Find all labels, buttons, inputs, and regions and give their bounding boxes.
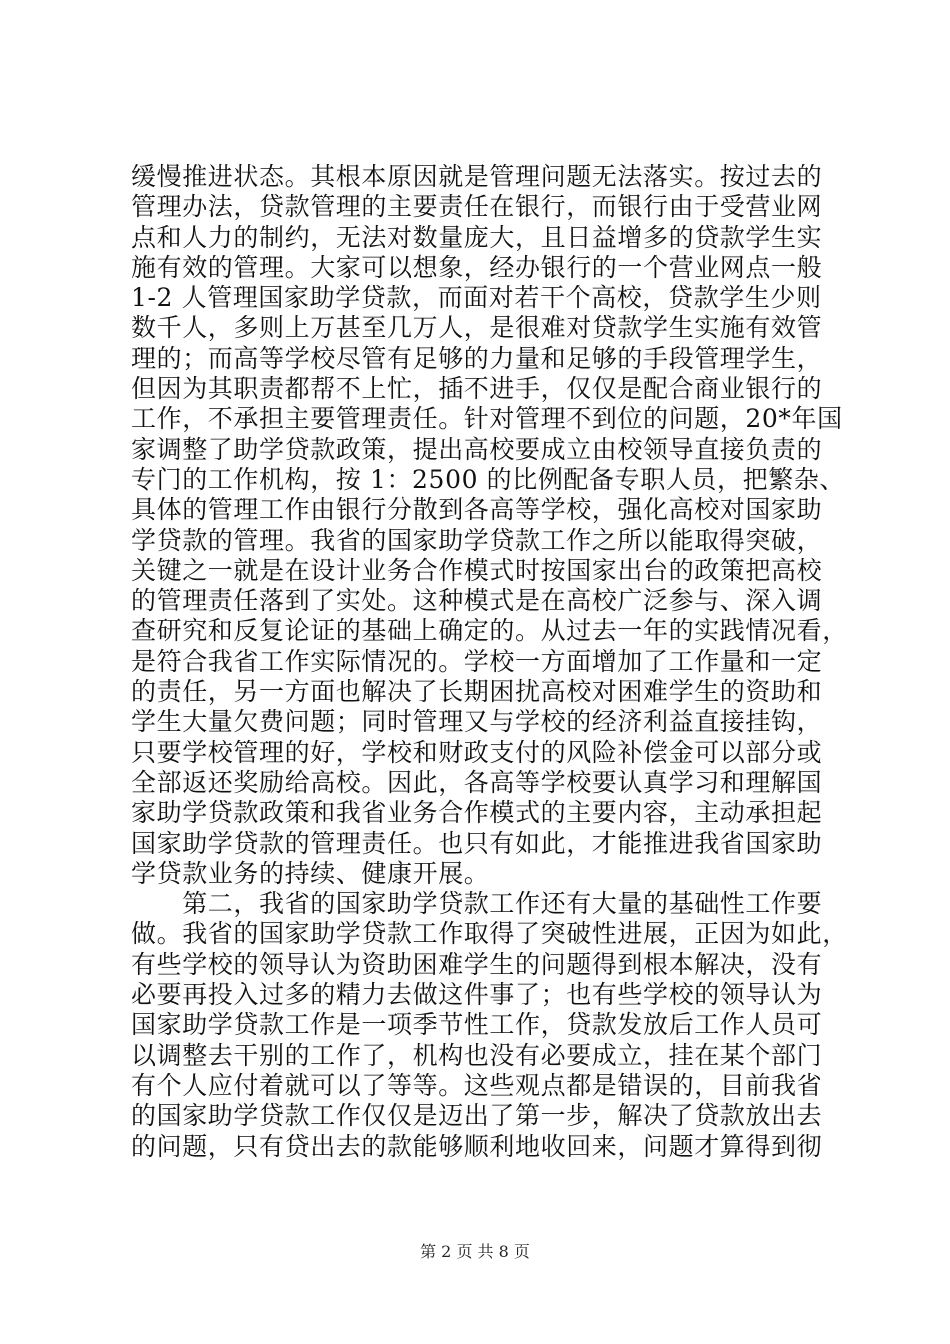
text-line: 是符合我省工作实际情况的。学校一方面增加了工作量和一定	[131, 646, 823, 676]
text-line: 的责任，另一方面也解决了长期困扰高校对困难学生的资助和	[131, 677, 823, 707]
body-text	[131, 162, 848, 1162]
text-line: 缓慢推进状态。其根本原因就是管理问题无法落实。按过去的	[131, 162, 823, 191]
text-line: 学贷款的管理。我省的国家助学贷款工作之所以能取得突破，	[131, 525, 823, 555]
text-line: 的国家助学贷款工作仅仅是迈出了第一步，解决了贷款放出去	[131, 1101, 823, 1131]
text-line: 学生大量欠费问题；同时管理又与学校的经济利益直接挂钩，	[131, 707, 823, 737]
text-line: 点和人力的制约，无法对数量庞大，且日益增多的贷款学生实	[131, 222, 823, 252]
text-line: 学贷款业务的持续、健康开展。	[131, 858, 490, 888]
text-line: 的问题，只有贷出去的款能够顺利地收回来，问题才算得到彻	[131, 1131, 823, 1161]
text-line: 国家助学贷款的管理责任。也只有如此，才能推进我省国家助	[131, 828, 823, 858]
text-line: 管理办法，贷款管理的主要责任在银行，而银行由于受营业网	[131, 192, 823, 222]
text-line: 国家助学贷款工作是一项季节性工作，贷款发放后工作人员可	[131, 1010, 823, 1040]
text-line: 只要学校管理的好，学校和财政支付的风险补偿金可以部分或	[131, 737, 823, 767]
text-line: 具体的管理工作由银行分散到各高等学校，强化高校对国家助	[131, 495, 823, 525]
text-line: 工作，不承担主要管理责任。针对管理不到位的问题，20*年国	[131, 404, 843, 434]
text-line: 但因为其职责都帮不上忙，插不进手，仅仅是配合商业银行的	[131, 374, 823, 404]
text-line: 家调整了助学贷款政策，提出高校要成立由校领导直接负责的	[131, 434, 823, 464]
text-line: 的管理责任落到了实处。这种模式是在高校广泛参与、深入调	[131, 586, 823, 616]
text-line: 第二，我省的国家助学贷款工作还有大量的基础性工作要	[131, 889, 823, 919]
text-line: 以调整去干别的工作了，机构也没有必要成立，挂在某个部门	[131, 1040, 823, 1070]
page-footer: 第 2 页 共 8 页	[420, 1242, 530, 1261]
text-line: 做。我省的国家助学贷款工作取得了突破性进展，正因为如此，	[131, 919, 848, 949]
text-line: 全部返还奖励给高校。因此，各高等学校要认真学习和理解国	[131, 767, 823, 797]
text-line: 专门的工作机构，按 1：2500 的比例配备专职人员，把繁杂、	[131, 464, 846, 494]
text-line: 查研究和反复论证的基础上确定的。从过去一年的实践情况看，	[131, 616, 848, 646]
text-line: 有些学校的领导认为资助困难学生的问题得到根本解决，没有	[131, 949, 823, 979]
text-line: 理的；而高等学校尽管有足够的力量和足够的手段管理学生，	[131, 343, 823, 373]
text-line: 关键之一就是在设计业务合作模式时按国家出台的政策把高校	[131, 555, 823, 585]
text-line: 1-2 人管理国家助学贷款，而面对若干个高校，贷款学生少则	[131, 283, 822, 313]
text-line: 数千人，多则上万甚至几万人，是很难对贷款学生实施有效管	[131, 313, 823, 343]
text-line: 有个人应付着就可以了等等。这些观点都是错误的，目前我省	[131, 1070, 823, 1100]
text-line: 施有效的管理。大家可以想象，经办银行的一个营业网点一般	[131, 252, 823, 282]
text-line: 必要再投入过多的精力去做这件事了；也有些学校的领导认为	[131, 980, 823, 1010]
text-line: 家助学贷款政策和我省业务合作模式的主要内容，主动承担起	[131, 798, 823, 828]
